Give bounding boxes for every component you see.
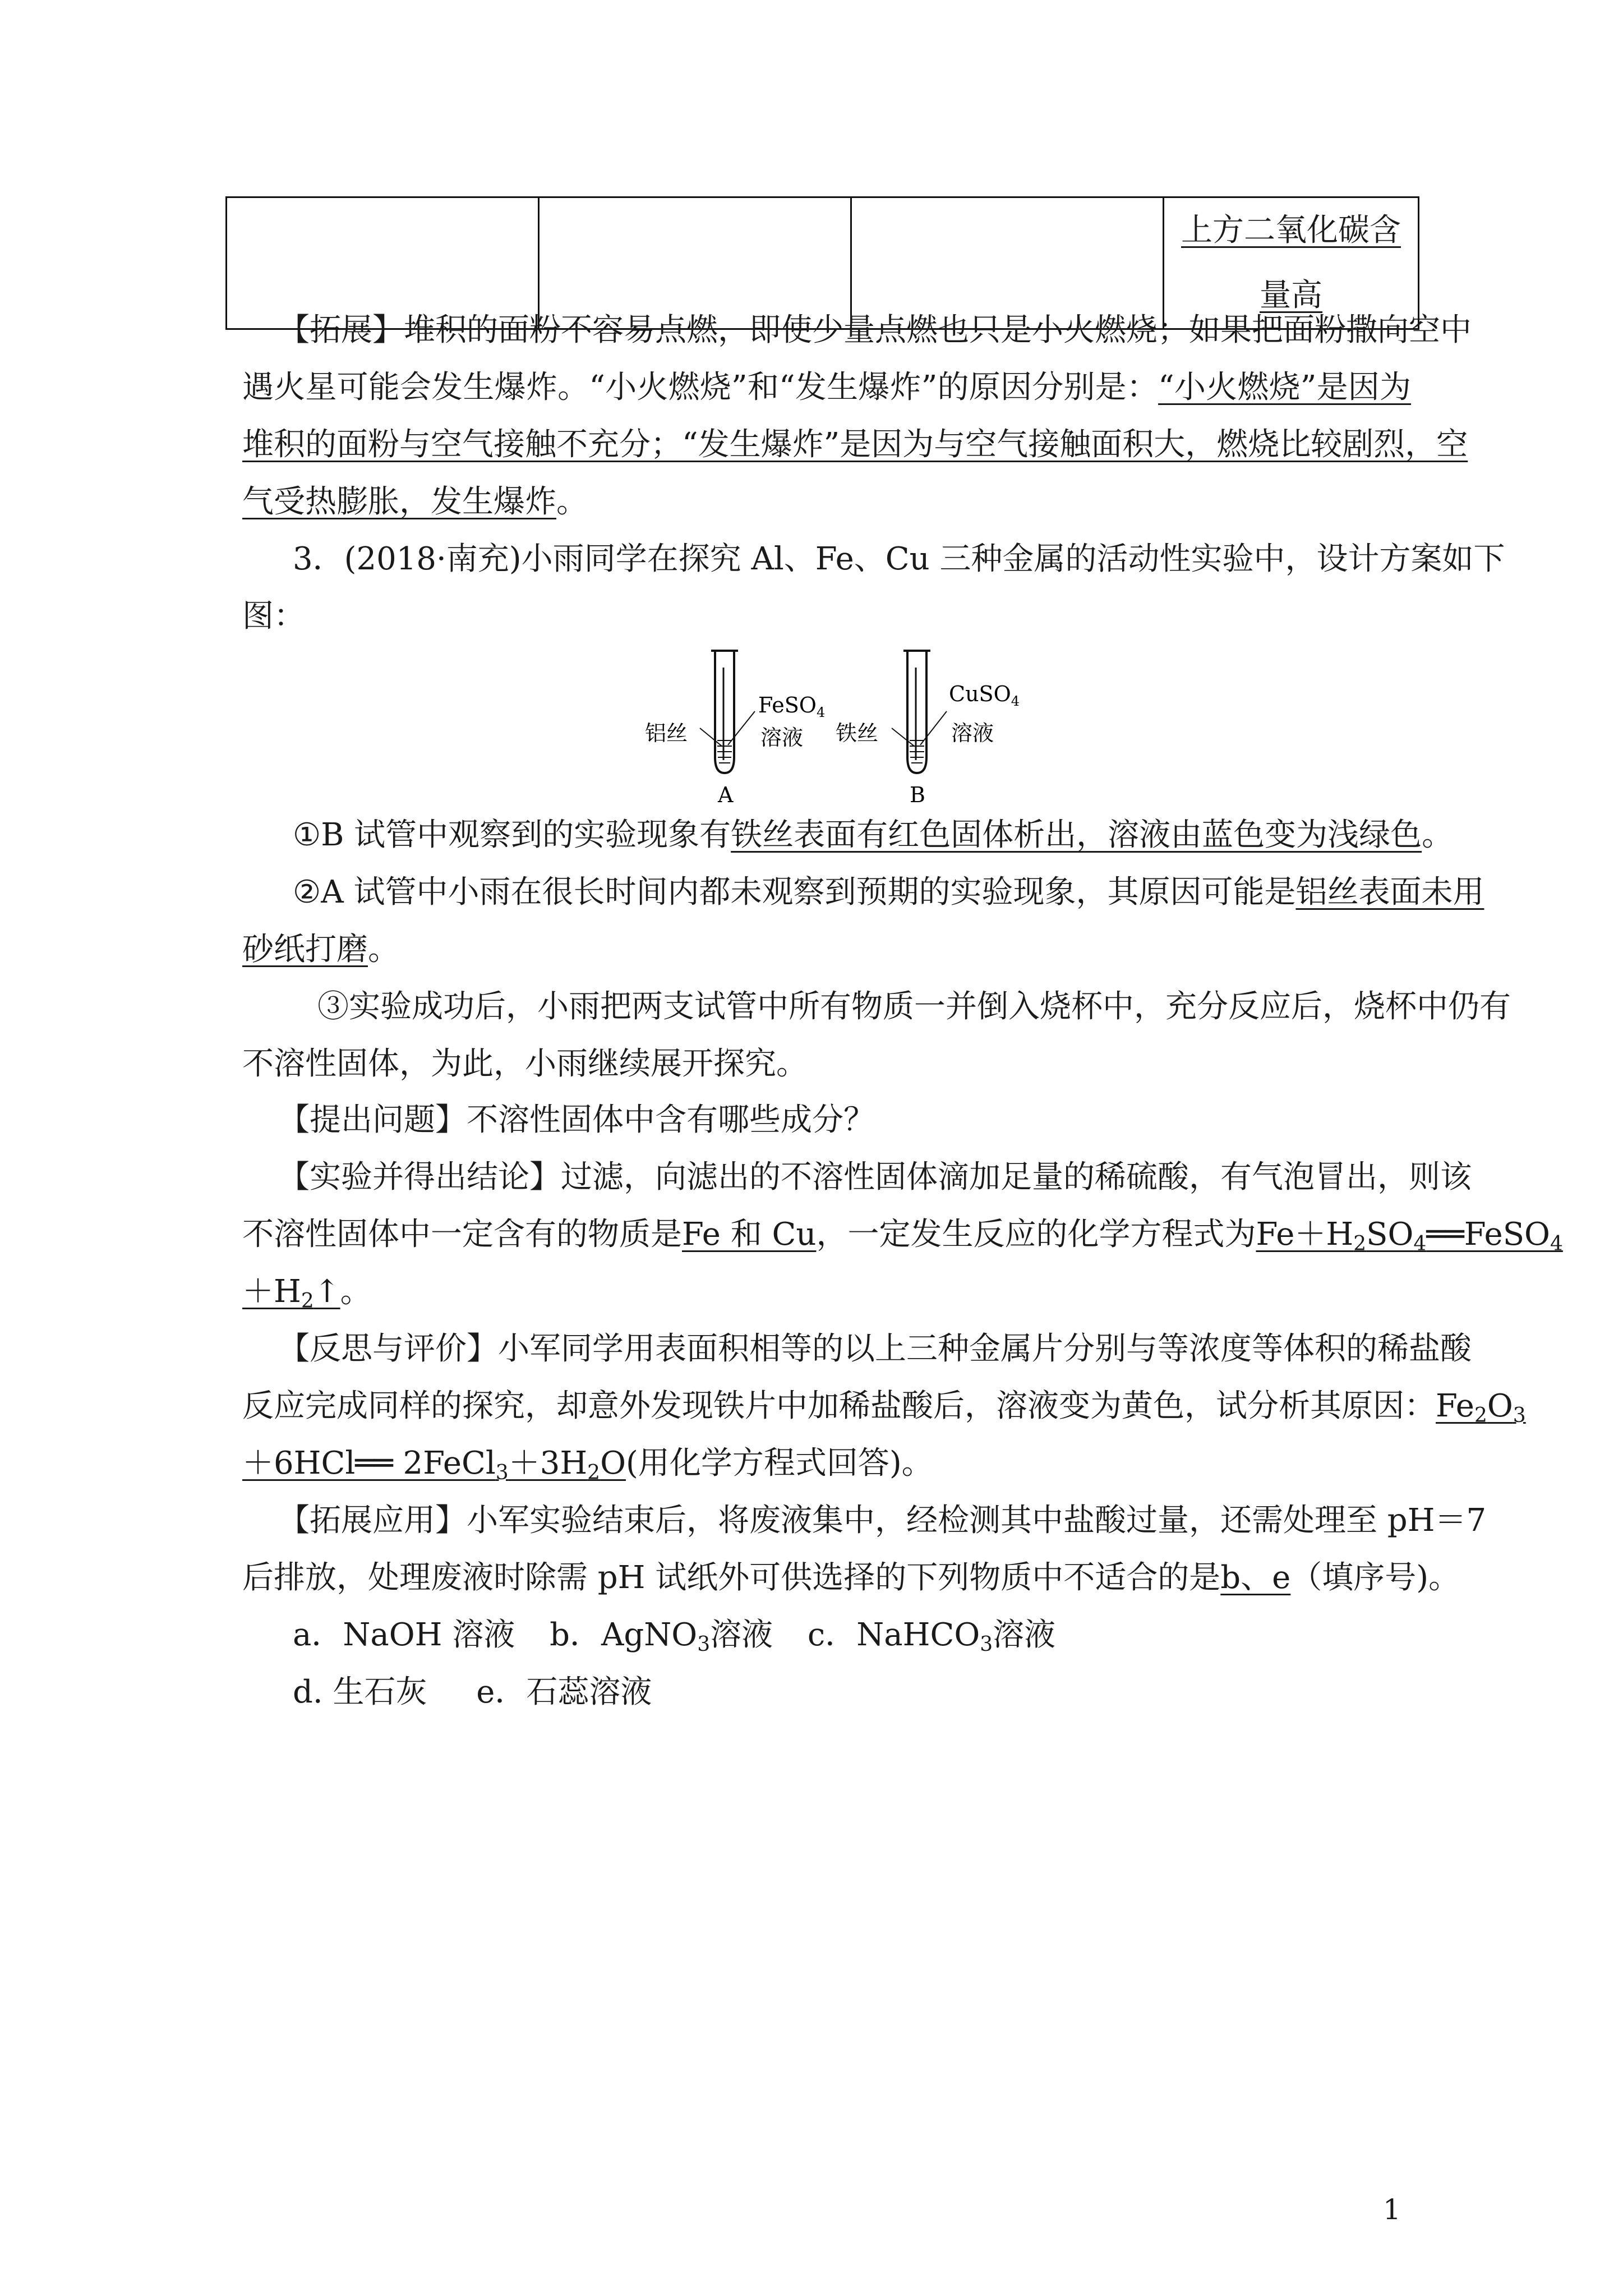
item-3-text: 不溶性固体，为此，小雨继续展开探究。 — [242, 1046, 808, 1082]
test-tube-b — [836, 651, 1020, 807]
table-cell — [227, 197, 539, 329]
item-2-answer: 砂纸打磨 — [242, 931, 368, 968]
option-part: 溶液 — [710, 1617, 773, 1653]
gas-arrow: ↑ — [313, 1273, 340, 1310]
item-2-text: ②A 试管中小雨在很长时间内都未观察到预期的实验现象，其原因可能是 — [293, 874, 1296, 910]
options-line-2 — [293, 1673, 652, 1712]
option-subscript: 3 — [697, 1633, 711, 1656]
question-3-line-1 — [293, 540, 1505, 579]
option-part: c．NaHCO — [807, 1617, 980, 1653]
application-text: 后排放，处理废液时除需 pH 试纸外可供选择的下列物质中不适合的是 — [242, 1559, 1221, 1596]
application-text: （填序号)。 — [1290, 1559, 1460, 1596]
conclusion-text: ，一定发生反应的化学方程式为 — [816, 1216, 1256, 1253]
tube-b-label: B — [910, 783, 925, 807]
reflection-equation — [242, 1445, 626, 1484]
conclusion-line-1 — [278, 1158, 1472, 1197]
option-d: d. 生石灰 — [293, 1674, 427, 1710]
formula-subscript: 4 — [816, 705, 826, 720]
table-cell-line: 量高 — [1260, 277, 1322, 314]
test-tube-figure — [639, 645, 1043, 808]
equation-subscript: 3 — [495, 1461, 509, 1484]
application-label: 【拓展应用】 — [278, 1502, 467, 1539]
page-number: 1 — [1383, 2193, 1401, 2226]
results-table — [225, 196, 1419, 330]
extension-answer: 气受热膨胀，发生爆炸 — [242, 484, 556, 520]
question-3-text: 图： — [242, 598, 305, 634]
extension-text: 堆积的面粉不容易点燃，即使少量点燃也只是小火燃烧；如果把面粉撒向空中 — [404, 312, 1472, 348]
extension-text: 遇火星可能会发生爆炸。“小火燃烧”和“发生爆炸”的原因分别是： — [242, 369, 1159, 406]
question-label: 【提出问题】 — [278, 1102, 467, 1138]
tube-b-solution-formula — [949, 682, 1020, 709]
equation-subscript: 4 — [1550, 1232, 1563, 1255]
equation-part: ＋6HCl══ 2FeCl — [242, 1445, 496, 1481]
application-line-1 — [278, 1501, 1487, 1540]
reflection-label: 【反思与评价】 — [278, 1331, 498, 1367]
option-subscript: 3 — [980, 1633, 993, 1656]
item-3-text: ③实验成功后，小雨把两支试管中所有物质一并倒入烧杯中，充分反应后，烧杯中仍有 — [317, 988, 1511, 1025]
table-cell — [1164, 197, 1419, 329]
equation-part: O — [600, 1445, 626, 1481]
reflection-line-2 — [242, 1387, 1526, 1427]
equation-part: Fe — [1436, 1388, 1474, 1424]
question-3-line-2 — [242, 597, 305, 636]
table-cell-line: 上方二氧化碳含 — [1181, 212, 1401, 249]
item-3-line-2 — [242, 1045, 808, 1084]
table-row — [227, 197, 1419, 329]
extension-line-1 — [278, 311, 1472, 350]
reflection-line-1 — [278, 1329, 1472, 1369]
item-1-text: 。 — [1422, 817, 1454, 853]
item-2-text: 。 — [368, 931, 399, 968]
question-3-text: 3．(2018·南充)小雨同学在探究 Al、Fe、Cu 三种金属的活动性实验中，设计方案如下 — [293, 541, 1505, 577]
extension-line-3 — [242, 425, 1468, 464]
application-text: 小军实验结束后，将废液集中，经检测其中盐酸过量，还需处理至 pH＝7 — [467, 1502, 1487, 1539]
conclusion-answer: Fe 和 Cu — [682, 1216, 817, 1253]
formula: FeSO — [758, 693, 817, 717]
item-2-line-1 — [293, 873, 1484, 912]
application-line-2 — [242, 1558, 1460, 1598]
equation-subscript: 3 — [1513, 1404, 1526, 1427]
item-1 — [293, 816, 1453, 855]
conclusion-label: 【实验并得出结论】 — [278, 1159, 561, 1195]
conclusion-equation — [242, 1273, 340, 1313]
extension-label: 【拓展】 — [278, 312, 404, 348]
tube-a-solution-word: 溶液 — [760, 725, 804, 750]
option-c — [807, 1617, 1056, 1656]
equation-part: ＋H — [242, 1273, 301, 1310]
extension-line-4 — [242, 482, 588, 522]
conclusion-text: 过滤，向滤出的不溶性固体滴加足量的稀硫酸，有气泡冒出，则该 — [561, 1159, 1472, 1195]
formula: CuSO — [949, 682, 1011, 706]
conclusion-equation — [1256, 1216, 1562, 1253]
conclusion-text: 。 — [340, 1273, 372, 1310]
equation-subscript: 2 — [1353, 1232, 1367, 1255]
option-part: b．AgNO — [550, 1617, 698, 1653]
reflection-line-3 — [242, 1444, 933, 1483]
extension-text: 。 — [556, 484, 588, 520]
reflection-text: 小军同学用表面积相等的以上三种金属片分别与等浓度等体积的稀盐酸 — [498, 1331, 1472, 1367]
tube-a-solution-formula — [758, 693, 825, 720]
option-part: 溶液 — [993, 1617, 1056, 1653]
tube-b-solution-word: 溶液 — [951, 721, 994, 746]
table-cell-text — [1164, 198, 1418, 328]
equation-part: ══FeSO — [1426, 1216, 1550, 1253]
item-1-answer: 铁丝表面有红色固体析出，溶液由蓝色变为浅绿色 — [731, 817, 1422, 853]
item-1-text: ①B 试管中观察到的实验现象有 — [293, 817, 731, 853]
table-cell — [539, 197, 851, 329]
equation-subscript: 2 — [587, 1461, 601, 1484]
extension-answer: 堆积的面粉与空气接触不充分；“发生爆炸”是因为与空气接触面积大，燃烧比较剧烈，空 — [242, 426, 1468, 463]
options-line-1 — [293, 1616, 1055, 1655]
reflection-text: 反应完成同样的探究，却意外发现铁片中加稀盐酸后，溶液变为黄色，试分析其原因： — [242, 1388, 1436, 1424]
reflection-equation — [1436, 1388, 1526, 1427]
item-2-line-2 — [242, 930, 399, 969]
equation-subscript: 4 — [1413, 1232, 1427, 1255]
tube-b-wire-label: 铁丝 — [836, 721, 879, 746]
equation-subscript: 2 — [1474, 1404, 1487, 1427]
equation-part: O — [1487, 1388, 1513, 1424]
extension-answer: “小火燃烧”是因为 — [1158, 369, 1412, 406]
reflection-text: (用化学方程式回答)。 — [625, 1445, 933, 1481]
test-tube-a — [645, 651, 825, 807]
option-b — [550, 1617, 773, 1656]
question-section — [278, 1101, 875, 1140]
equation-subscript: 2 — [301, 1290, 314, 1313]
question-text: 不溶性固体中含有哪些成分？ — [467, 1102, 875, 1138]
equation-part: Fe＋H — [1256, 1216, 1354, 1253]
item-3-line-1 — [317, 987, 1511, 1027]
equation-part: SO — [1366, 1216, 1414, 1253]
option-a: a．NaOH 溶液 — [293, 1617, 515, 1653]
application-answer: b、e — [1220, 1559, 1291, 1596]
formula-subscript: 4 — [1011, 693, 1020, 709]
conclusion-line-2 — [242, 1215, 1563, 1255]
tube-a-wire-label: 铝丝 — [645, 721, 688, 746]
conclusion-text: 不溶性固体中一定含有的物质是 — [242, 1216, 682, 1253]
equation-part: ＋3H — [508, 1445, 588, 1481]
item-2-answer: 铝丝表面未用 — [1295, 874, 1484, 910]
table-cell — [851, 197, 1164, 329]
extension-line-2 — [242, 368, 1411, 407]
tube-a-label: A — [718, 783, 734, 807]
option-e: e．石蕊溶液 — [476, 1674, 652, 1710]
conclusion-line-3 — [242, 1272, 372, 1312]
